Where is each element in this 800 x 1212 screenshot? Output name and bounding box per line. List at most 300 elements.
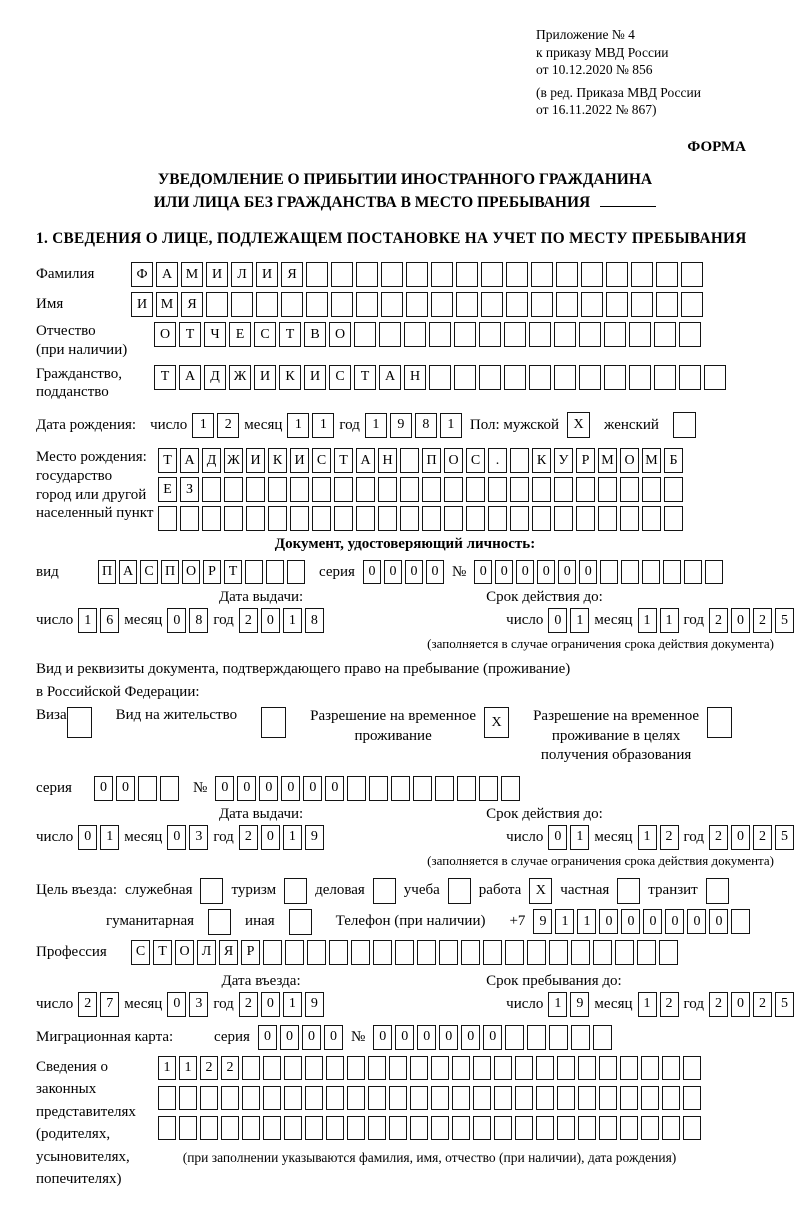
id-doc-number-cell[interactable]: 0 xyxy=(579,560,597,584)
legal-cell[interactable] xyxy=(410,1056,428,1080)
birthplace-cell[interactable] xyxy=(642,506,661,531)
resid-number-cell[interactable] xyxy=(479,776,498,801)
citizenship-cell[interactable] xyxy=(504,365,526,390)
resid-number-cell[interactable]: 0 xyxy=(259,776,278,801)
migration-number-cell[interactable]: 0 xyxy=(461,1025,480,1050)
migration-number-cell[interactable] xyxy=(505,1025,524,1050)
entry-month-cell[interactable]: 0 xyxy=(167,992,186,1017)
birthplace-cell[interactable] xyxy=(400,477,419,502)
legal-cell[interactable] xyxy=(284,1086,302,1110)
id-issue-day-cell[interactable]: 6 xyxy=(100,608,119,633)
citizenship-cell[interactable] xyxy=(554,365,576,390)
patronymic-cell[interactable]: О xyxy=(154,322,176,347)
firstname-cell[interactable] xyxy=(306,292,328,317)
birthplace-cell[interactable] xyxy=(466,477,485,502)
id-valid-year-cell[interactable]: 5 xyxy=(775,608,794,633)
legal-cell[interactable] xyxy=(473,1056,491,1080)
id-doc-number-cell[interactable] xyxy=(705,560,723,584)
resid-issue-month-cell[interactable]: 0 xyxy=(167,825,186,850)
stay-month-cell[interactable]: 2 xyxy=(660,992,679,1017)
birthplace-cell[interactable] xyxy=(532,506,551,531)
legal-cell[interactable] xyxy=(284,1116,302,1140)
patronymic-cell[interactable]: О xyxy=(329,322,351,347)
patronymic-cell[interactable] xyxy=(579,322,601,347)
visit-official-checkbox[interactable] xyxy=(200,878,223,904)
birthplace-cell[interactable] xyxy=(334,477,353,502)
birthplace-cell[interactable] xyxy=(290,477,309,502)
id-doc-series-cell[interactable]: 0 xyxy=(384,560,402,584)
legal-cell[interactable] xyxy=(641,1056,659,1080)
legal-cell[interactable] xyxy=(158,1086,176,1110)
birthplace-cell[interactable] xyxy=(400,506,419,531)
legal-cell[interactable] xyxy=(263,1086,281,1110)
id-doc-type-cell[interactable]: Т xyxy=(224,560,242,584)
resid-valid-day-cell[interactable]: 0 xyxy=(548,825,567,850)
legal-cell[interactable] xyxy=(494,1086,512,1110)
id-doc-type-cell[interactable]: П xyxy=(161,560,179,584)
legal-cell[interactable] xyxy=(452,1116,470,1140)
legal-cell[interactable] xyxy=(641,1086,659,1110)
profession-cell[interactable] xyxy=(395,940,414,965)
migration-number-cell[interactable]: 0 xyxy=(395,1025,414,1050)
resid-valid-year-cell[interactable]: 0 xyxy=(731,825,750,850)
patronymic-cell[interactable]: С xyxy=(254,322,276,347)
birthplace-cell[interactable]: О xyxy=(444,448,463,473)
profession-cell[interactable] xyxy=(461,940,480,965)
legal-cell[interactable] xyxy=(641,1116,659,1140)
firstname-cell[interactable]: М xyxy=(156,292,178,317)
legal-cell[interactable] xyxy=(242,1086,260,1110)
birthplace-cell[interactable] xyxy=(224,506,243,531)
legal-cell[interactable] xyxy=(221,1086,239,1110)
profession-cell[interactable] xyxy=(417,940,436,965)
firstname-cell[interactable] xyxy=(656,292,678,317)
birthplace-cell[interactable] xyxy=(378,506,397,531)
resid-issue-month-cell[interactable]: 3 xyxy=(189,825,208,850)
resid-series-cell[interactable]: 0 xyxy=(116,776,135,801)
patronymic-cell[interactable] xyxy=(479,322,501,347)
firstname-cell[interactable] xyxy=(381,292,403,317)
birthplace-cell[interactable] xyxy=(202,506,221,531)
birthdate-day-cell[interactable]: 2 xyxy=(217,413,239,438)
birthplace-cell[interactable] xyxy=(598,506,617,531)
birthplace-cell[interactable] xyxy=(664,506,683,531)
visit-work-checkbox[interactable]: X xyxy=(529,878,552,904)
surname-cell[interactable] xyxy=(381,262,403,287)
entry-month-cell[interactable]: 3 xyxy=(189,992,208,1017)
id-doc-number-cell[interactable] xyxy=(600,560,618,584)
legal-cell[interactable]: 1 xyxy=(179,1056,197,1080)
resid-valid-year-cell[interactable]: 2 xyxy=(753,825,772,850)
id-doc-series-cell[interactable]: 0 xyxy=(426,560,444,584)
visit-business-checkbox[interactable] xyxy=(373,878,396,904)
citizenship-cell[interactable]: Т xyxy=(354,365,376,390)
legal-cell[interactable] xyxy=(368,1086,386,1110)
stay-year-cell[interactable]: 5 xyxy=(775,992,794,1017)
surname-cell[interactable] xyxy=(431,262,453,287)
id-valid-year-cell[interactable]: 2 xyxy=(753,608,772,633)
birthplace-cell[interactable] xyxy=(620,506,639,531)
citizenship-cell[interactable]: И xyxy=(304,365,326,390)
citizenship-cell[interactable]: Н xyxy=(404,365,426,390)
legal-cell[interactable] xyxy=(431,1086,449,1110)
sex-male-checkbox[interactable]: X xyxy=(567,412,590,438)
legal-cell[interactable] xyxy=(200,1086,218,1110)
migration-series-cell[interactable]: 0 xyxy=(280,1025,299,1050)
surname-cell[interactable]: Л xyxy=(231,262,253,287)
profession-cell[interactable] xyxy=(505,940,524,965)
id-valid-year-cell[interactable]: 2 xyxy=(709,608,728,633)
patronymic-cell[interactable] xyxy=(604,322,626,347)
legal-cell[interactable] xyxy=(389,1086,407,1110)
legal-cell[interactable] xyxy=(515,1086,533,1110)
visa-checkbox[interactable] xyxy=(67,707,92,738)
surname-cell[interactable] xyxy=(656,262,678,287)
legal-cell[interactable] xyxy=(599,1056,617,1080)
legal-cell[interactable] xyxy=(494,1056,512,1080)
entry-year-cell[interactable]: 2 xyxy=(239,992,258,1017)
id-doc-number-cell[interactable]: 0 xyxy=(516,560,534,584)
firstname-cell[interactable] xyxy=(331,292,353,317)
birthplace-cell[interactable]: А xyxy=(180,448,199,473)
citizenship-cell[interactable]: И xyxy=(254,365,276,390)
resid-series-cell[interactable] xyxy=(138,776,157,801)
patronymic-cell[interactable] xyxy=(554,322,576,347)
legal-cell[interactable] xyxy=(473,1086,491,1110)
profession-cell[interactable] xyxy=(263,940,282,965)
birthplace-cell[interactable]: А xyxy=(356,448,375,473)
surname-cell[interactable] xyxy=(481,262,503,287)
profession-cell[interactable] xyxy=(373,940,392,965)
legal-cell[interactable] xyxy=(452,1056,470,1080)
profession-cell[interactable]: О xyxy=(175,940,194,965)
legal-cell[interactable] xyxy=(347,1116,365,1140)
surname-cell[interactable] xyxy=(331,262,353,287)
residence-permit-checkbox[interactable] xyxy=(261,707,286,738)
resid-number-cell[interactable] xyxy=(391,776,410,801)
phone-cell[interactable]: 0 xyxy=(621,909,640,934)
phone-cell[interactable]: 1 xyxy=(555,909,574,934)
surname-cell[interactable] xyxy=(606,262,628,287)
resid-issue-year-cell[interactable]: 2 xyxy=(239,825,258,850)
firstname-cell[interactable]: Я xyxy=(181,292,203,317)
birthplace-cell[interactable] xyxy=(554,506,573,531)
citizenship-cell[interactable] xyxy=(679,365,701,390)
surname-cell[interactable]: И xyxy=(206,262,228,287)
birthplace-cell[interactable] xyxy=(202,477,221,502)
birthplace-cell[interactable] xyxy=(224,477,243,502)
birthplace-cell[interactable]: . xyxy=(488,448,507,473)
profession-cell[interactable] xyxy=(637,940,656,965)
firstname-cell[interactable] xyxy=(606,292,628,317)
legal-cell[interactable] xyxy=(536,1116,554,1140)
profession-cell[interactable] xyxy=(439,940,458,965)
resid-number-cell[interactable]: 0 xyxy=(325,776,344,801)
birthplace-cell[interactable] xyxy=(576,477,595,502)
birthplace-cell[interactable]: К xyxy=(268,448,287,473)
birthplace-cell[interactable]: М xyxy=(598,448,617,473)
birthplace-cell[interactable] xyxy=(576,506,595,531)
migration-number-cell[interactable]: 0 xyxy=(439,1025,458,1050)
legal-cell[interactable] xyxy=(557,1086,575,1110)
resid-series-cell[interactable]: 0 xyxy=(94,776,113,801)
birthplace-cell[interactable]: Д xyxy=(202,448,221,473)
resid-series-cell[interactable] xyxy=(160,776,179,801)
profession-cell[interactable]: Т xyxy=(153,940,172,965)
visit-study-checkbox[interactable] xyxy=(448,878,471,904)
resid-number-cell[interactable]: 0 xyxy=(303,776,322,801)
legal-cell[interactable] xyxy=(305,1086,323,1110)
birthplace-cell[interactable] xyxy=(488,477,507,502)
surname-cell[interactable]: Я xyxy=(281,262,303,287)
birthplace-cell[interactable] xyxy=(642,477,661,502)
birthplace-cell[interactable] xyxy=(664,477,683,502)
legal-cell[interactable] xyxy=(662,1086,680,1110)
firstname-cell[interactable] xyxy=(406,292,428,317)
birthplace-cell[interactable]: М xyxy=(642,448,661,473)
legal-cell[interactable] xyxy=(536,1056,554,1080)
birthdate-month-cell[interactable]: 1 xyxy=(312,413,334,438)
patronymic-cell[interactable] xyxy=(529,322,551,347)
birthplace-cell[interactable] xyxy=(444,506,463,531)
surname-cell[interactable] xyxy=(556,262,578,287)
legal-cell[interactable] xyxy=(410,1116,428,1140)
phone-cell[interactable]: 0 xyxy=(709,909,728,934)
id-doc-number-cell[interactable] xyxy=(684,560,702,584)
legal-cell[interactable] xyxy=(242,1116,260,1140)
temp-permit-checkbox[interactable]: X xyxy=(484,707,509,738)
id-issue-month-cell[interactable]: 8 xyxy=(189,608,208,633)
profession-cell[interactable] xyxy=(351,940,370,965)
legal-cell[interactable] xyxy=(662,1056,680,1080)
surname-cell[interactable] xyxy=(581,262,603,287)
legal-cell[interactable]: 1 xyxy=(158,1056,176,1080)
surname-cell[interactable] xyxy=(356,262,378,287)
birthplace-cell[interactable] xyxy=(312,506,331,531)
legal-cell[interactable] xyxy=(179,1086,197,1110)
legal-cell[interactable] xyxy=(305,1056,323,1080)
firstname-cell[interactable] xyxy=(631,292,653,317)
birthplace-cell[interactable]: И xyxy=(290,448,309,473)
surname-cell[interactable]: А xyxy=(156,262,178,287)
surname-cell[interactable]: И xyxy=(256,262,278,287)
stay-year-cell[interactable]: 0 xyxy=(731,992,750,1017)
patronymic-cell[interactable] xyxy=(504,322,526,347)
entry-year-cell[interactable]: 0 xyxy=(261,992,280,1017)
patronymic-cell[interactable] xyxy=(404,322,426,347)
id-doc-type-cell[interactable]: А xyxy=(119,560,137,584)
birthplace-cell[interactable]: Р xyxy=(576,448,595,473)
migration-number-cell[interactable]: 0 xyxy=(483,1025,502,1050)
legal-cell[interactable] xyxy=(263,1116,281,1140)
firstname-cell[interactable] xyxy=(356,292,378,317)
birthplace-cell[interactable]: О xyxy=(620,448,639,473)
legal-cell[interactable] xyxy=(620,1056,638,1080)
surname-cell[interactable] xyxy=(681,262,703,287)
phone-cell[interactable] xyxy=(731,909,750,934)
birthplace-cell[interactable]: П xyxy=(422,448,441,473)
migration-number-cell[interactable] xyxy=(571,1025,590,1050)
id-valid-month-cell[interactable]: 1 xyxy=(660,608,679,633)
citizenship-cell[interactable]: С xyxy=(329,365,351,390)
legal-cell[interactable] xyxy=(683,1086,701,1110)
id-issue-day-cell[interactable]: 1 xyxy=(78,608,97,633)
visit-private-checkbox[interactable] xyxy=(617,878,640,904)
birthplace-cell[interactable] xyxy=(246,506,265,531)
birthplace-cell[interactable] xyxy=(180,506,199,531)
birthplace-cell[interactable]: Н xyxy=(378,448,397,473)
id-doc-number-cell[interactable]: 0 xyxy=(537,560,555,584)
legal-cell[interactable] xyxy=(578,1086,596,1110)
legal-cell[interactable] xyxy=(368,1056,386,1080)
visit-humanitarian-checkbox[interactable] xyxy=(208,909,231,935)
birthplace-cell[interactable] xyxy=(510,506,529,531)
legal-cell[interactable] xyxy=(515,1056,533,1080)
surname-cell[interactable] xyxy=(406,262,428,287)
stay-year-cell[interactable]: 2 xyxy=(753,992,772,1017)
id-valid-month-cell[interactable]: 1 xyxy=(638,608,657,633)
id-doc-number-cell[interactable]: 0 xyxy=(474,560,492,584)
birthplace-cell[interactable] xyxy=(400,448,419,473)
resid-number-cell[interactable]: 0 xyxy=(215,776,234,801)
id-issue-year-cell[interactable]: 1 xyxy=(283,608,302,633)
firstname-cell[interactable] xyxy=(481,292,503,317)
surname-cell[interactable] xyxy=(531,262,553,287)
patronymic-cell[interactable]: Т xyxy=(279,322,301,347)
patronymic-cell[interactable] xyxy=(679,322,701,347)
birthplace-cell[interactable]: Б xyxy=(664,448,683,473)
id-valid-day-cell[interactable]: 1 xyxy=(570,608,589,633)
profession-cell[interactable]: С xyxy=(131,940,150,965)
birthplace-cell[interactable] xyxy=(510,448,529,473)
legal-cell[interactable]: 2 xyxy=(221,1056,239,1080)
id-issue-month-cell[interactable]: 0 xyxy=(167,608,186,633)
citizenship-cell[interactable]: А xyxy=(179,365,201,390)
edu-permit-checkbox[interactable] xyxy=(707,707,732,738)
patronymic-cell[interactable]: Т xyxy=(179,322,201,347)
firstname-cell[interactable] xyxy=(506,292,528,317)
resid-issue-year-cell[interactable]: 0 xyxy=(261,825,280,850)
legal-cell[interactable] xyxy=(515,1116,533,1140)
legal-cell[interactable] xyxy=(662,1116,680,1140)
entry-year-cell[interactable]: 1 xyxy=(283,992,302,1017)
phone-cell[interactable]: 9 xyxy=(533,909,552,934)
birthdate-year-cell[interactable]: 1 xyxy=(365,413,387,438)
id-issue-year-cell[interactable]: 8 xyxy=(305,608,324,633)
id-doc-number-cell[interactable]: 0 xyxy=(495,560,513,584)
legal-cell[interactable] xyxy=(326,1056,344,1080)
birthplace-cell[interactable] xyxy=(290,506,309,531)
id-doc-number-cell[interactable] xyxy=(642,560,660,584)
legal-cell[interactable] xyxy=(683,1056,701,1080)
legal-cell[interactable] xyxy=(242,1056,260,1080)
id-valid-year-cell[interactable]: 0 xyxy=(731,608,750,633)
legal-cell[interactable] xyxy=(599,1116,617,1140)
id-doc-number-cell[interactable] xyxy=(663,560,681,584)
id-doc-series-cell[interactable]: 0 xyxy=(363,560,381,584)
legal-cell[interactable] xyxy=(347,1056,365,1080)
phone-cell[interactable]: 0 xyxy=(599,909,618,934)
legal-cell[interactable] xyxy=(347,1086,365,1110)
stay-day-cell[interactable]: 9 xyxy=(570,992,589,1017)
id-doc-type-cell[interactable]: О xyxy=(182,560,200,584)
birthplace-cell[interactable] xyxy=(444,477,463,502)
legal-cell[interactable] xyxy=(326,1086,344,1110)
birthplace-cell[interactable]: К xyxy=(532,448,551,473)
resid-issue-day-cell[interactable]: 1 xyxy=(100,825,119,850)
stay-day-cell[interactable]: 1 xyxy=(548,992,567,1017)
birthplace-cell[interactable] xyxy=(356,506,375,531)
migration-series-cell[interactable]: 0 xyxy=(258,1025,277,1050)
legal-cell[interactable] xyxy=(410,1086,428,1110)
birthplace-cell[interactable] xyxy=(466,506,485,531)
id-doc-type-cell[interactable] xyxy=(245,560,263,584)
firstname-cell[interactable] xyxy=(581,292,603,317)
id-doc-type-cell[interactable]: П xyxy=(98,560,116,584)
profession-cell[interactable] xyxy=(285,940,304,965)
citizenship-cell[interactable] xyxy=(429,365,451,390)
surname-cell[interactable] xyxy=(306,262,328,287)
resid-valid-month-cell[interactable]: 1 xyxy=(638,825,657,850)
legal-cell[interactable] xyxy=(284,1056,302,1080)
birthdate-year-cell[interactable]: 8 xyxy=(415,413,437,438)
birthplace-cell[interactable]: Е xyxy=(158,477,177,502)
citizenship-cell[interactable]: Т xyxy=(154,365,176,390)
id-doc-number-cell[interactable]: 0 xyxy=(558,560,576,584)
legal-cell[interactable] xyxy=(326,1116,344,1140)
birthplace-cell[interactable]: Ж xyxy=(224,448,243,473)
firstname-cell[interactable] xyxy=(681,292,703,317)
legal-cell[interactable] xyxy=(221,1116,239,1140)
birthplace-cell[interactable]: С xyxy=(466,448,485,473)
birthplace-cell[interactable] xyxy=(268,506,287,531)
legal-cell[interactable] xyxy=(578,1116,596,1140)
profession-cell[interactable] xyxy=(329,940,348,965)
legal-cell[interactable] xyxy=(305,1116,323,1140)
patronymic-cell[interactable]: Ч xyxy=(204,322,226,347)
migration-number-cell[interactable] xyxy=(527,1025,546,1050)
phone-cell[interactable]: 0 xyxy=(687,909,706,934)
legal-cell[interactable] xyxy=(368,1116,386,1140)
profession-cell[interactable]: Л xyxy=(197,940,216,965)
migration-series-cell[interactable]: 0 xyxy=(302,1025,321,1050)
birthplace-cell[interactable]: Т xyxy=(334,448,353,473)
legal-cell[interactable] xyxy=(473,1116,491,1140)
firstname-cell[interactable] xyxy=(531,292,553,317)
phone-cell[interactable]: 0 xyxy=(665,909,684,934)
citizenship-cell[interactable] xyxy=(579,365,601,390)
stay-month-cell[interactable]: 1 xyxy=(638,992,657,1017)
resid-number-cell[interactable] xyxy=(369,776,388,801)
citizenship-cell[interactable] xyxy=(454,365,476,390)
birthplace-cell[interactable] xyxy=(422,477,441,502)
firstname-cell[interactable] xyxy=(256,292,278,317)
legal-cell[interactable] xyxy=(620,1116,638,1140)
birthplace-cell[interactable] xyxy=(334,506,353,531)
surname-cell[interactable]: Ф xyxy=(131,262,153,287)
resid-valid-year-cell[interactable]: 2 xyxy=(709,825,728,850)
id-doc-number-cell[interactable] xyxy=(621,560,639,584)
birthplace-cell[interactable] xyxy=(510,477,529,502)
birthplace-cell[interactable] xyxy=(312,477,331,502)
phone-cell[interactable]: 0 xyxy=(643,909,662,934)
migration-number-cell[interactable] xyxy=(549,1025,568,1050)
birthplace-cell[interactable]: У xyxy=(554,448,573,473)
birthplace-cell[interactable] xyxy=(488,506,507,531)
citizenship-cell[interactable] xyxy=(654,365,676,390)
id-valid-day-cell[interactable]: 0 xyxy=(548,608,567,633)
birthdate-day-cell[interactable]: 1 xyxy=(192,413,214,438)
